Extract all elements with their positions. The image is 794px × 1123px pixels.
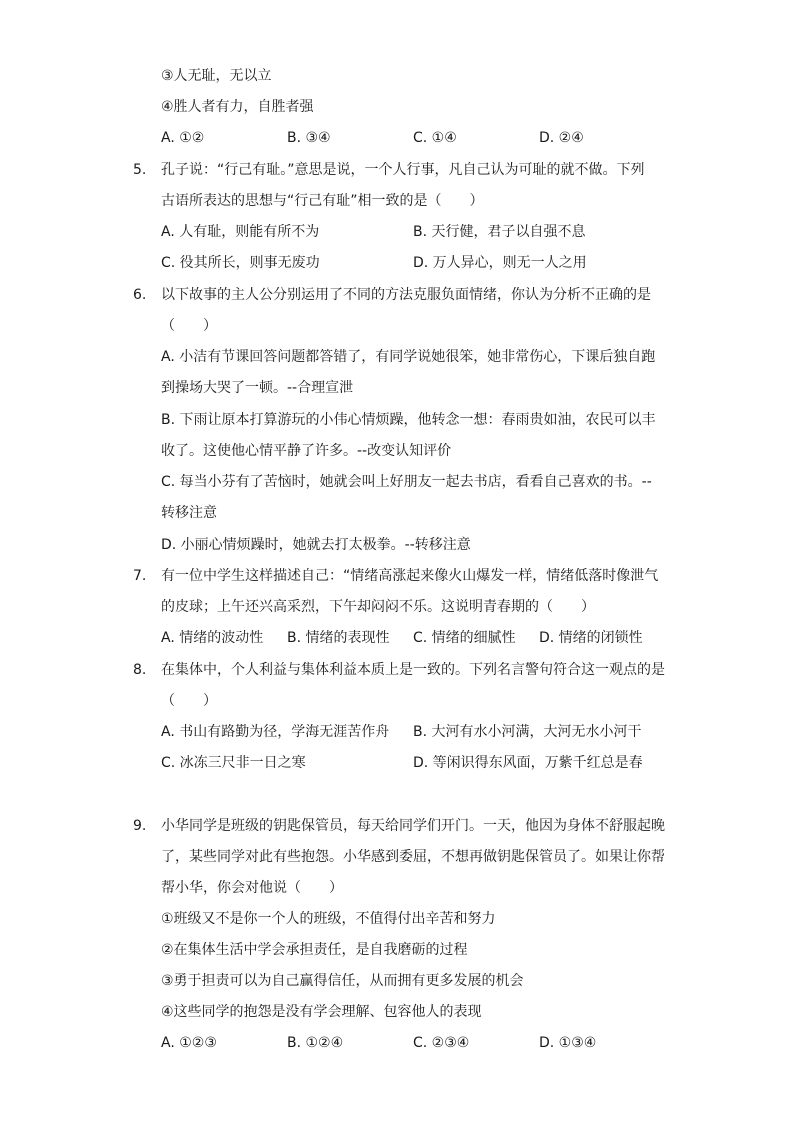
text-line-q6-l1: 以下故事的主人公分别运用了不同的方法克服负面情绪，你认为分析不正确的是 bbox=[161, 287, 651, 303]
question-number-q9: 9. bbox=[133, 818, 147, 834]
option-q4-B[interactable]: B. ③④ bbox=[287, 130, 331, 146]
option-q8-D[interactable]: D. 等闲识得东风面，万紫千红总是春 bbox=[413, 755, 643, 771]
text-line-q8-l2: （ ） bbox=[161, 693, 217, 709]
option-q4-C[interactable]: C. ①④ bbox=[413, 130, 457, 146]
text-line-q4-s4: ④胜人者有力，自胜者强 bbox=[161, 99, 314, 115]
option-q5-A[interactable]: A. 人有耻，则能有所不为 bbox=[161, 224, 320, 240]
text-line-q9-s4: ④这些同学的抱怨是没有学会理解、包容他人的表现 bbox=[161, 1004, 482, 1020]
option-q7-D[interactable]: D. 情绪的闭锁性 bbox=[539, 630, 643, 646]
text-line-q7-l1: 有一位中学生这样描述自己：“情绪高涨起来像火山爆发一样，情绪低落时像泄气 bbox=[161, 568, 659, 584]
option-q8-B[interactable]: B. 大河有水小河满，大河无水小河干 bbox=[413, 724, 642, 740]
text-line-q7-l2: 的皮球；上午还兴高采烈，下午却闷闷不乐。这说明青春期的（ ） bbox=[161, 599, 595, 615]
text-line-q9-s1: ①班级又不是你一个人的班级，不值得付出辛苦和努力 bbox=[161, 911, 496, 927]
option-q5-D[interactable]: D. 万人异心，则无一人之用 bbox=[413, 255, 587, 271]
option-q7-C[interactable]: C. 情绪的细腻性 bbox=[413, 630, 516, 646]
option-q4-D[interactable]: D. ②④ bbox=[539, 130, 584, 146]
text-line-q6-l2: （ ） bbox=[161, 318, 217, 334]
text-line-q6-a2: 到操场大哭了一顿。--合理宣泄 bbox=[161, 380, 354, 396]
option-q5-C[interactable]: C. 役其所长，则事无废功 bbox=[161, 255, 320, 271]
question-number-q6: 6. bbox=[133, 287, 147, 303]
option-q5-B[interactable]: B. 天行健，君子以自强不息 bbox=[413, 224, 586, 240]
option-q9-B[interactable]: B. ①②④ bbox=[287, 1035, 344, 1051]
question-number-q8: 8. bbox=[133, 662, 147, 678]
text-line-q6-b1: B. 下雨让原本打算游玩的小伟心情烦躁，他转念一想：春雨贵如油，农民可以丰 bbox=[161, 412, 656, 428]
option-q9-D[interactable]: D. ①③④ bbox=[539, 1035, 597, 1051]
option-q7-A[interactable]: A. 情绪的波动性 bbox=[161, 630, 264, 646]
option-q9-A[interactable]: A. ①②③ bbox=[161, 1035, 217, 1051]
text-line-q9-l2: 了，某些同学对此有些抱怨。小华感到委屈，不想再做钥匙保管员了。如果让你帮 bbox=[161, 849, 665, 865]
text-line-q6-c1: C. 每当小芬有了苦恼时，她就会叫上好朋友一起去书店，看看自己喜欢的书。-- bbox=[161, 474, 652, 490]
text-line-q9-s3: ③勇于担责可以为自己赢得信任，从而拥有更多发展的机会 bbox=[161, 973, 524, 989]
option-q8-A[interactable]: A. 书山有路勤为径，学海无涯苦作舟 bbox=[161, 724, 390, 740]
text-line-q8-l1: 在集体中，个人利益与集体利益本质上是一致的。下列名言警句符合这一观点的是 bbox=[161, 662, 665, 678]
text-line-q6-b2: 收了。这使他心情平静了许多。--改变认知评价 bbox=[161, 443, 452, 459]
text-line-q9-s2: ②在集体生活中学会承担责任，是自我磨砺的过程 bbox=[161, 942, 468, 958]
text-line-q6-a1: A. 小洁有节课回答问题都答错了，有同学说她很笨，她非常伤心，下课后独自跑 bbox=[161, 349, 656, 365]
text-line-q5-l1: 孔子说：“行己有耻。”意思是说，一个人行事，凡自己认为可耻的就不做。下列 bbox=[161, 162, 645, 178]
option-q7-B[interactable]: B. 情绪的表现性 bbox=[287, 630, 390, 646]
text-line-q9-l3: 帮小华，你会对他说（ ） bbox=[161, 880, 343, 896]
text-line-q9-l1: 小华同学是班级的钥匙保管员，每天给同学们开门。一天，他因为身体不舒服起晚 bbox=[161, 818, 665, 834]
option-q8-C[interactable]: C. 冰冻三尺非一日之寒 bbox=[161, 755, 306, 771]
text-line-q6-d1: D. 小丽心情烦躁时，她就去打太极拳。--转移注意 bbox=[161, 537, 471, 553]
option-q4-A[interactable]: A. ①② bbox=[161, 130, 205, 146]
question-number-q7: 7. bbox=[133, 568, 147, 584]
text-line-q4-s3: ③人无耻，无以立 bbox=[161, 68, 272, 84]
text-line-q5-l2: 古语所表达的思想与“行己有耻”相一致的是（ ） bbox=[161, 193, 484, 209]
option-q9-C[interactable]: C. ②③④ bbox=[413, 1035, 470, 1051]
text-line-q6-c2: 转移注意 bbox=[161, 505, 217, 521]
question-number-q5: 5. bbox=[133, 162, 147, 178]
